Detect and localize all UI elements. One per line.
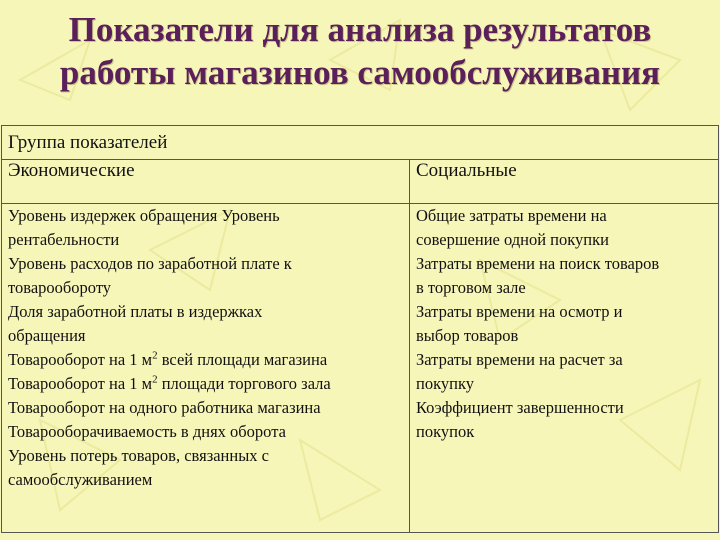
social-line: Затраты времени на поиск товаров [416, 254, 660, 273]
social-line: совершение одной покупки [416, 230, 609, 249]
economic-line: Товарооборот на одного работника магазина [8, 398, 321, 417]
economic-line-head: Товарооборот на 1 м [8, 350, 153, 369]
economic-line [8, 372, 403, 396]
slide-title-line1: Показатели для анализа результатов [68, 10, 652, 49]
indicators-body-row [2, 204, 719, 533]
group-header-row [2, 126, 719, 160]
group-header-cell: Группа показателей [2, 126, 719, 160]
economic-line: Товарооборачиваемость в днях оборота [8, 422, 286, 441]
economic-line: Доля заработной платы в издержках [8, 302, 263, 321]
slide-title-line2: работы магазинов самообслуживания [59, 53, 661, 92]
economic-line: рентабельности [8, 230, 120, 249]
column-header-row [2, 160, 719, 204]
indicators-table [1, 125, 719, 533]
social-line: выбор товаров [416, 326, 519, 345]
social-line: Общие затраты времени на [416, 206, 607, 225]
superscript-2: 2 [152, 373, 158, 386]
economic-line: товарообороту [8, 278, 112, 297]
economic-line: обращения [8, 326, 86, 345]
economic-line: Уровень расходов по заработной плате к [8, 254, 292, 273]
social-line: Затраты времени на осмотр и [416, 302, 623, 321]
social-line: в торговом зале [416, 278, 526, 297]
social-indicators-cell [410, 204, 719, 533]
economic-line: Уровень потерь товаров, связанных с [8, 446, 269, 465]
social-line: Затраты времени на расчет за [416, 350, 623, 369]
social-line: Коэффициент завершенности [416, 398, 624, 417]
superscript-2: 2 [152, 349, 158, 362]
economic-line-tail: площади торгового зала [157, 374, 331, 393]
social-line: покупку [416, 374, 474, 393]
economic-line [8, 348, 403, 372]
economic-line: самообслуживанием [8, 470, 153, 489]
header-social: Социальные [410, 160, 719, 204]
economic-indicators-cell [2, 204, 410, 533]
economic-line-head: Товарооборот на 1 м [8, 374, 153, 393]
slide-title [0, 8, 720, 94]
social-line: покупок [416, 422, 475, 441]
economic-line-tail: всей площади магазина [157, 350, 328, 369]
header-economic: Экономические [2, 160, 410, 204]
economic-line: Уровень издержек обращения Уровень [8, 206, 280, 225]
